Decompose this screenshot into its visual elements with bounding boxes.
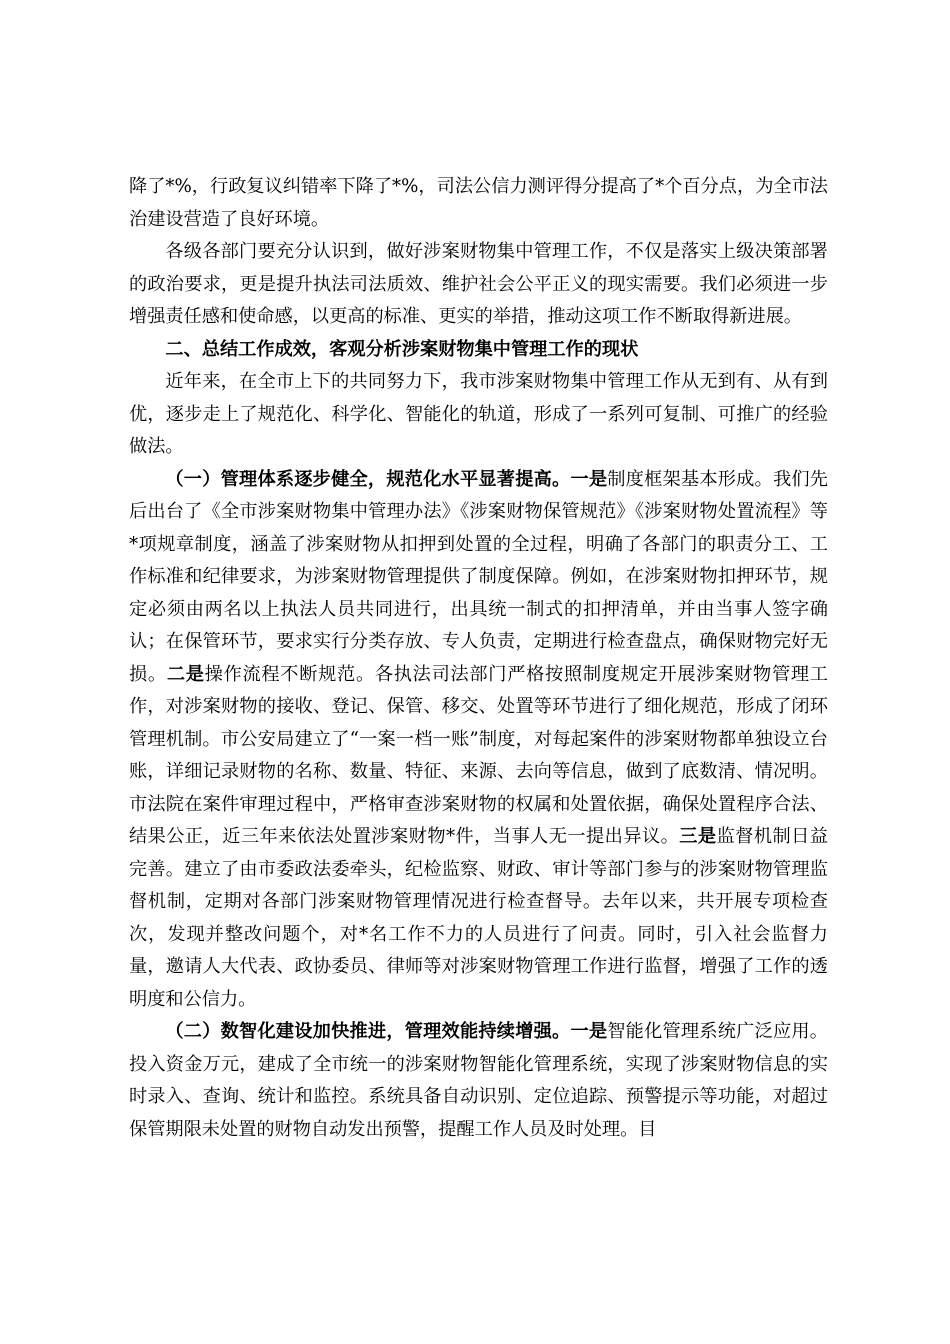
paragraph-1: 降了*%，行政复议纠错率下降了*%，司法公信力测评得分提高了*个百分点，为全市法治建设营造了良好环境。 — [129, 176, 828, 230]
subsection-1-text-3: 监督机制日益完善。建立了由市委政法委牵头，纪检监察、财政、审计等部门参与的涉案财物管理监督机制，定期对各部门涉案财物管理情况进行检查督导。去年以来，共开展专项检查次，发现并整改问题个，对*名工作不力的人员进行了问责。同时，引入社会监督力量，邀请人大代表、政协委员、律师等对涉案财物管理工作进行监督，增强了工作的透明度和公信力。 — [129, 826, 828, 1010]
paragraph-2: 各级各部门要充分认识到，做好涉案财物集中管理工作，不仅是落实上级决策部署的政治要求，更是提升执法司法质效、维护社会公平正义的现实需要。我们必须进一步增强责任感和使命感，以更高的标准、更实的举措，推动这项工作不断取得新进展。 — [129, 241, 828, 327]
section-heading-2: 二、总结工作成效，客观分析涉案财物集中管理工作的现状 — [165, 338, 639, 360]
document-page — [129, 171, 828, 1146]
subsection-1-marker-3: 三是 — [679, 826, 717, 847]
subsection-2 — [129, 1016, 828, 1146]
subsection-1 — [129, 464, 828, 1017]
subsection-2-lead: （二）数智化建设加快推进，管理效能持续增强。 — [165, 1021, 571, 1042]
subsection-1-lead: （一）管理体系逐步健全，规范化水平显著提高。 — [165, 468, 571, 490]
subsection-1-marker-1: 一是 — [570, 468, 608, 490]
subsection-2-text-1: 智能化管理系统广泛应用。投入资金万元，建成了全市统一的涉案财物智能化管理系统，实现了涉案财物信息的实时录入、查询、统计和监控。系统具备自动识别、定位追踪、预警提示等功能，对超过保管期限未处置的财物自动发出预警，提醒工作人员及时处理。目 — [129, 1021, 828, 1140]
paragraph-3: 近年来，在全市上下的共同努力下，我市涉案财物集中管理工作从无到有、从有到优，逐步走上了规范化、科学化、智能化的轨道，形成了一系列可复制、可推广的经验做法。 — [129, 371, 828, 457]
subsection-2-marker-1: 一是 — [570, 1021, 608, 1042]
subsection-1-text-1: 制度框架基本形成。我们先后出台了《全市涉案财物集中管理办法》《涉案财物保管规范》《涉案财物处置流程》等*项规章制度，涵盖了涉案财物从扣押到处置的全过程，明确了各部门的职责分工、工作标准和纪律要求，为涉案财物管理提供了制度保障。例如，在涉案财物扣押环节，规定必须由两名以上执法人员共同进行，出具统一制式的扣押清单，并由当事人签字确认；在保管环节，要求实行分类存放、专人负责，定期进行检查盘点，确保财物完好无损。 — [129, 468, 828, 685]
subsection-1-text-2: 操作流程不断规范。各执法司法部门严格按照制度规定开展涉案财物管理工作，对涉案财物的接收、登记、保管、移交、处置等环节进行了细化规范，形成了闭环管理机制。市公安局建立了“一案一档一账”制度，对每起案件的涉案财物都单独设立台账，详细记录财物的名称、数量、特征、来源、去向等信息，做到了底数清、情况明。市法院在案件审理过程中，严格审查涉案财物的权属和处置依据，确保处置程序合法、结果公正，近三年来依法处置涉案财物*件，当事人无一提出异议。 — [129, 663, 828, 847]
subsection-1-marker-2: 二是 — [166, 663, 205, 685]
